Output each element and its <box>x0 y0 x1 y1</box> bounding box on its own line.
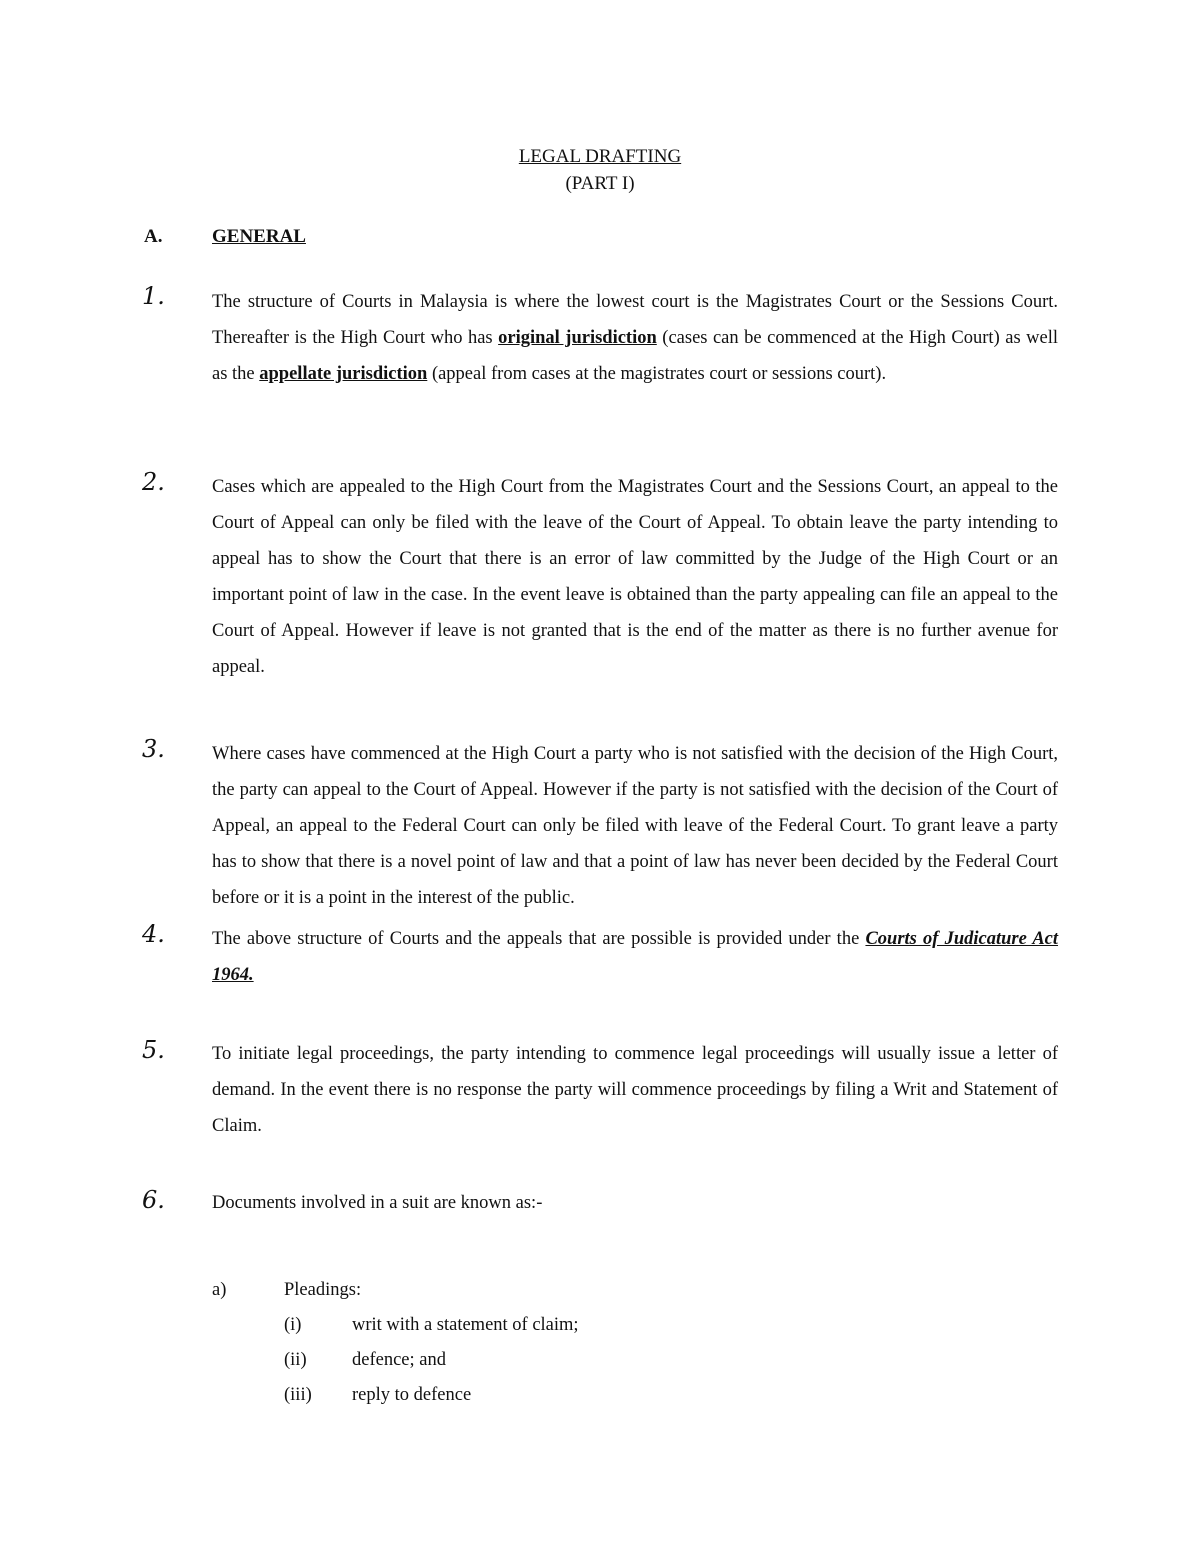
paragraph-number: 3. <box>142 735 165 763</box>
paragraph-1 <box>212 284 1058 392</box>
document-title: LEGAL DRAFTING <box>518 146 682 167</box>
sublist-text: Pleadings: <box>284 1280 362 1300</box>
paragraph-number: 2. <box>142 468 165 496</box>
paragraph-4 <box>212 921 1058 993</box>
sublist-label: a) <box>212 1280 227 1300</box>
paragraph-6: Documents involved in a suit are known as:- <box>212 1193 543 1213</box>
paragraph-number: 1. <box>142 282 165 310</box>
paragraph-2: Cases which are appealed to the High Court from the Magistrates Court and the Sessions Court, an appeal to the Court of Appeal can only be filed with the leave of the Court of Appeal. To obtain leave the party intending to appeal has to show the Court that there is an error of law committed by the Judge of the High Court or an important point of law in the case. In the event leave is obtained than the party appealing can file an appeal to the Court of Appeal. However if leave is not granted that is the end of the matter as there is no further avenue for appeal. <box>212 477 1058 677</box>
list-item-label: (ii) <box>284 1350 307 1370</box>
emphasis-term: appellate jurisdiction <box>259 364 428 384</box>
list-item-text: writ with a statement of claim; <box>352 1315 579 1335</box>
section-letter: A. <box>144 226 163 247</box>
emphasis-term: original jurisdiction <box>498 328 657 348</box>
document-subtitle: (PART I) <box>565 173 635 194</box>
paragraph-number: 4. <box>142 920 165 948</box>
list-item-text: defence; and <box>352 1350 446 1370</box>
paragraph-number: 6. <box>142 1186 165 1214</box>
paragraph-text: The above structure of Courts and the appeals that are possible is provided under the <box>212 929 866 949</box>
act-citation: Courts of Judicature Act 1964. <box>212 929 1059 985</box>
paragraph-text: (appeal from cases at the magistrates court or sessions court). <box>427 364 887 384</box>
paragraph-text: (cases can be commenced at the High Court) as well as the <box>212 328 1058 384</box>
section-title: GENERAL <box>212 226 306 247</box>
paragraph-number: 5. <box>142 1036 165 1064</box>
list-item-label: (i) <box>284 1315 302 1335</box>
paragraph-5: To initiate legal proceedings, the party intending to commence legal proceedings will usually issue a letter of demand. In the event there is no response the party will commence proceedings by filing a Writ and Statement of Claim. <box>212 1044 1058 1136</box>
list-item-label: (iii) <box>284 1385 312 1405</box>
list-item-text: reply to defence <box>352 1385 472 1405</box>
paragraph-3: Where cases have commenced at the High Court a party who is not satisfied with the decision of the High Court, the party can appeal to the Court of Appeal. However if the party is not satisfied with the decision of the Court of Appeal, an appeal to the Federal Court can only be filed with leave of the Federal Court. To grant leave a party has to show that there is a novel point of law and that a point of law has never been decided by the Federal Court before or it is a point in the interest of the public. <box>212 744 1058 908</box>
paragraph-text: The structure of Courts in Malaysia is where the lowest court is the Magistrates Court or the Sessions Court. Thereafter is the High Court who has <box>212 292 1058 348</box>
